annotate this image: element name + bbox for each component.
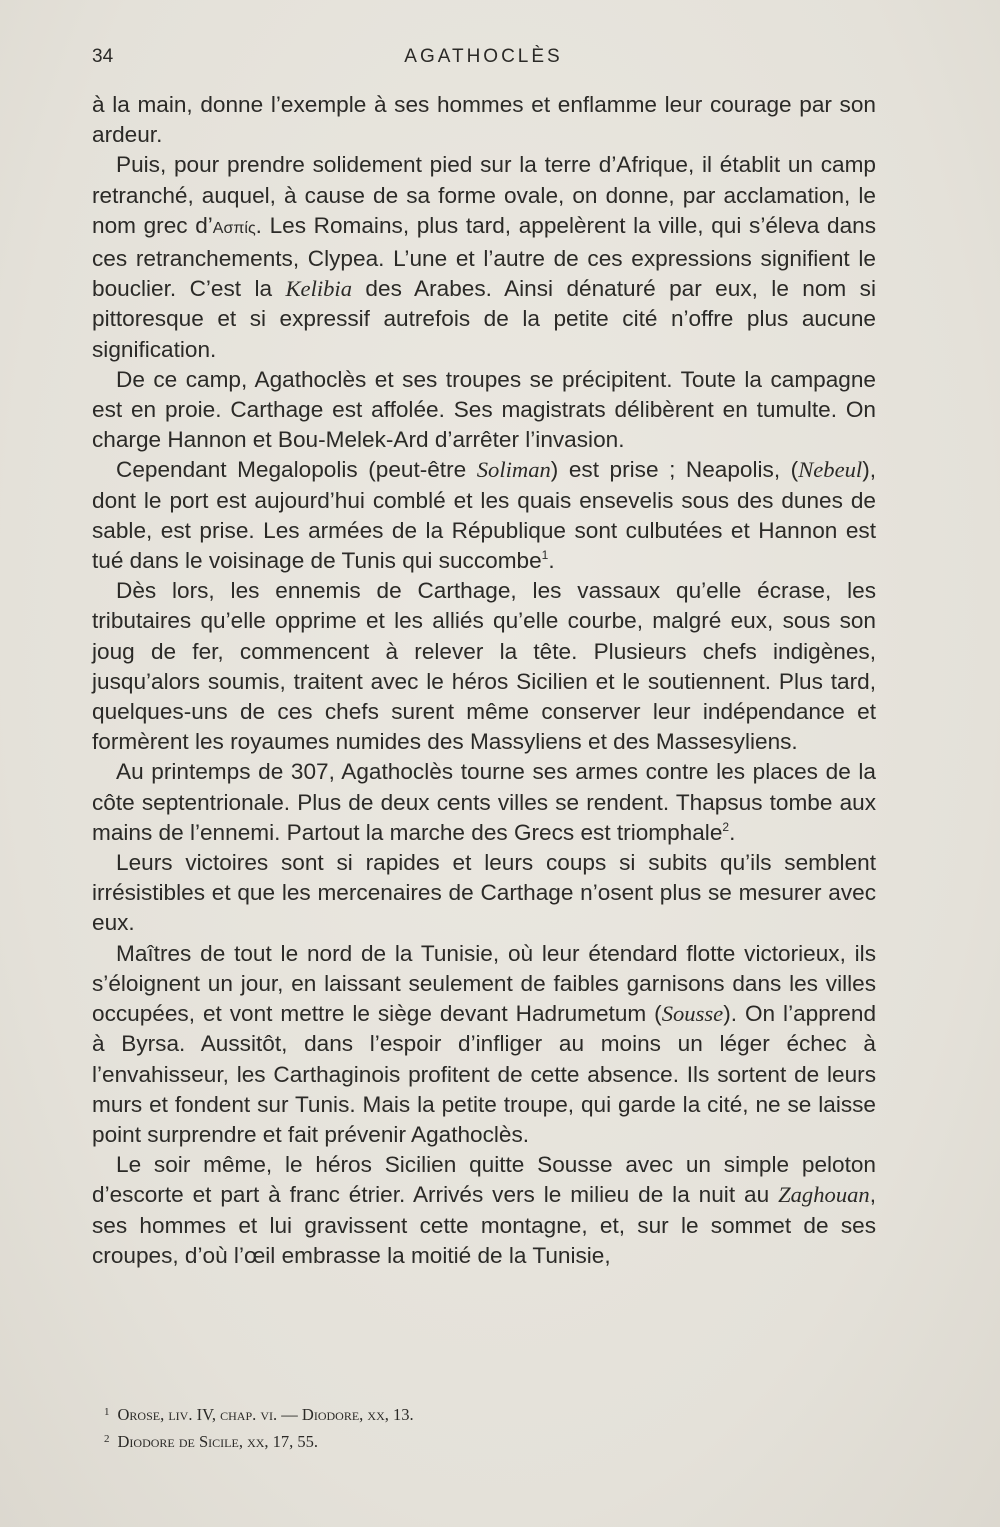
text-run: . bbox=[548, 548, 555, 574]
footnote bbox=[92, 1427, 876, 1454]
italic-term: Nebeul bbox=[798, 457, 863, 483]
page-header bbox=[92, 46, 875, 76]
italic-term: Sousse bbox=[661, 1001, 724, 1027]
italic-term: Zaghouan bbox=[778, 1182, 870, 1208]
footnote-ref: 2 bbox=[722, 819, 730, 834]
page-number: 34 bbox=[92, 46, 114, 67]
paragraph bbox=[92, 455, 876, 576]
text-run: à la main, donne l’exemple à ses hommes et enflamme leur courage par son ardeur. bbox=[92, 92, 876, 148]
italic-term: Kelibia bbox=[285, 276, 353, 302]
paragraph bbox=[92, 848, 876, 939]
text-run: ). On l’apprend à Byrsa. Aussitôt, dans l’espoir d’infliger au moins un léger échec à l’envahisseur, les Carthaginois profitent de cette absence. Ils sortent de leurs murs et fondent sur Tunis. Mais la petite troupe, qui garde la cité, ne se laisse point surprendre et fait prévenir Agathoclès. bbox=[92, 1001, 877, 1147]
paragraph bbox=[92, 365, 876, 456]
text-run: De ce camp, Agathoclès et ses troupes se précipitent. Toute la campagne est en proie. Carthage est affolée. Ses magistrats délibèrent en tumulte. On charge Hannon et Bou-Melek-Ard d’arrêter l’invasion. bbox=[92, 366, 876, 453]
paragraph bbox=[92, 1150, 876, 1271]
text-run: Leurs victoires sont si rapides et leurs coups si subits qu’ils semblent irrésistibles et que les mercenaires de Carthage n’osent plus se mesurer avec eux. bbox=[92, 850, 876, 936]
text-run: Au printemps de 307, Agathoclès tourne ses armes contre les places de la côte septentrionale. Plus de deux cents villes se rendent. Thapsus tombe aux mains de l’ennemi. Partout la marche des Grecs est triomphale bbox=[92, 759, 876, 845]
paragraph bbox=[92, 757, 876, 848]
footnote bbox=[92, 1400, 876, 1427]
text-run: . bbox=[729, 819, 736, 845]
text-run: Maîtres de tout le nord de la Tunisie, où leur étendard flotte victorieux, ils s’éloignent un jour, en laissant seulement de faibles garnisons dans les villes occupées, et vont mettre le siège devant Hadrumetum ( bbox=[92, 940, 876, 1027]
text-run: ) est prise ; Neapolis, ( bbox=[550, 457, 799, 483]
text-run: ), dont le port est aujourd’hui comblé et les quais ensevelis sous des dunes de sable, est prise. Les armées de la République sont culbutées et Hannon est tué dans le voisinage de Tunis qui succombe bbox=[92, 457, 876, 574]
text-run: des Arabes. Ainsi dénaturé par eux, le nom si pittoresque et si expressif autrefois de la petite cité n’offre plus aucune signification. bbox=[92, 276, 876, 362]
footnote-text: Diodore de Sicile, xx, 17, 55. bbox=[117, 1432, 319, 1451]
footnote-text: Orose, liv. IV, chap. vi. — Diodore, xx, 13. bbox=[117, 1405, 414, 1424]
paragraph bbox=[92, 576, 876, 757]
text-run: Dès lors, les ennemis de Carthage, les vassaux qu’elle écrase, les tributaires qu’elle opprime et les alliés qu’elle courbe, malgré eux, sous son joug de fer, commencent à relever la tête. Plusieurs chefs indigènes, jusqu’alors soumis, traitent avec le héros Sicilien et le soutiennent. Plus tard, quelques-uns de ces chefs surent même conserver leur indépendance et formèrent les royaumes numides des Massyliens et des Massesyliens. bbox=[92, 578, 876, 755]
text-run: , ses hommes et lui gravissent cette montagne, et, sur le sommet de ses croupes, d’où l’œil embrasse la moitié de la Tunisie, bbox=[92, 1182, 876, 1268]
italic-term: Soliman bbox=[476, 457, 551, 483]
running-title: AGATHOCLÈS bbox=[404, 46, 563, 67]
paragraph bbox=[92, 150, 876, 364]
text-run: Ασπίς bbox=[212, 219, 256, 237]
footnote-ref: 1 bbox=[541, 548, 549, 563]
footnote-mark: 2 bbox=[104, 1433, 110, 1445]
text-run: Cependant Megalopolis (peut-être bbox=[116, 457, 477, 483]
footnote-mark: 1 bbox=[104, 1406, 110, 1418]
text-run: Le soir même, le héros Sicilien quitte Sousse avec un simple peloton d’escorte et part à franc étrier. Arrivés vers le milieu de la nuit au bbox=[92, 1152, 876, 1208]
body-text bbox=[92, 90, 876, 1271]
footnotes bbox=[92, 1400, 876, 1454]
text-run: . Les Romains, plus tard, appelèrent la ville, qui s’éleva dans ces retranchements, Clypea. L’une et l’autre de ces expressions signifient le bouclier. C’est la bbox=[92, 212, 876, 302]
paragraph bbox=[92, 939, 876, 1150]
text-run: Puis, pour prendre solidement pied sur la terre d’Afrique, il établit un camp retranché, auquel, à cause de sa forme ovale, on donne, par acclamation, le nom grec d’ bbox=[92, 152, 876, 238]
paragraph bbox=[92, 90, 876, 150]
